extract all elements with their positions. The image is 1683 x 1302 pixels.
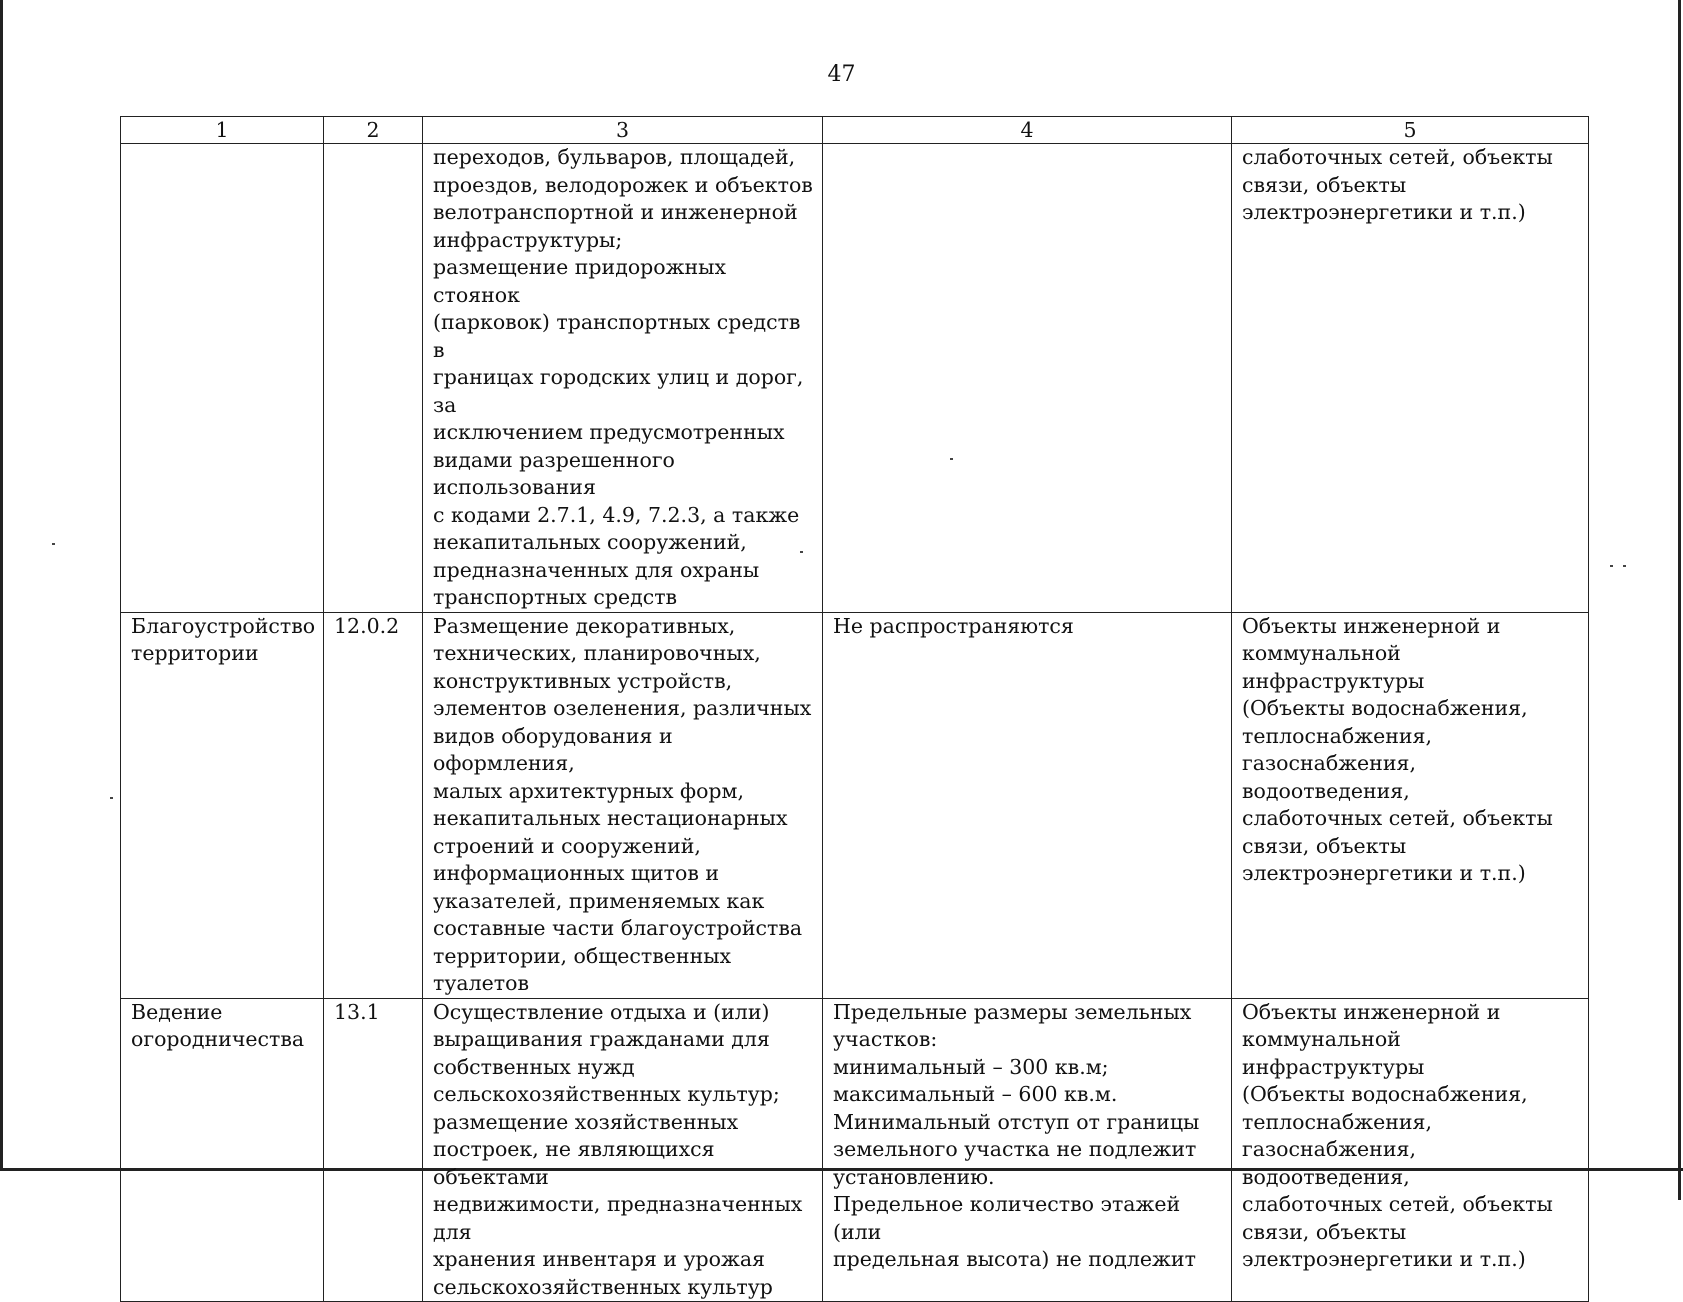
scan-speck [52, 543, 55, 545]
scan-speck [1623, 565, 1626, 567]
use-name-cell: Благоустройство территории [121, 612, 324, 998]
column-header-1: 1 [121, 117, 324, 144]
use-code-cell: 12.0.2 [324, 612, 423, 998]
parameters-cell: Не распространяются [823, 612, 1232, 998]
use-description-cell: Размещение декоративных, технических, планировочных, конструктивных устройств, элементов озеленения, различных видов оборудования и оформления, малых архитектурных форм, некапитальных нестационарных строений и сооружений, информационных щитов и указателей, применяемых как составные части благоустройства территории, общественных туалетов [423, 612, 823, 998]
page-number: 47 [827, 62, 856, 87]
column-header-4: 4 [823, 117, 1232, 144]
parameters-cell: Предельные размеры земельных участков: минимальный – 300 кв.м; максимальный – 600 кв.м. Минимальный отступ от границы земельного участка не подлежит установлению. Предельное количество этажей (или предельная высота) не подлежит [823, 998, 1232, 1302]
table-row [121, 144, 1589, 613]
auxiliary-objects-cell: слаботочных сетей, объекты связи, объекты электроэнергетики и т.п.) [1232, 144, 1589, 613]
use-code-cell: 13.1 [324, 998, 423, 1302]
page-border-right [1678, 0, 1681, 1200]
auxiliary-objects-cell: Объекты инженерной и коммунальной инфраструктуры (Объекты водоснабжения, теплоснабжения, газоснабжения, водоотведения, слаботочных сетей, объекты связи, объекты электроэнергетики и т.п.) [1232, 612, 1589, 998]
column-header-5: 5 [1232, 117, 1589, 144]
table-row [121, 612, 1589, 998]
scan-speck [800, 551, 803, 553]
use-code-cell [324, 144, 423, 613]
use-name-cell [121, 144, 324, 613]
scan-speck [110, 797, 113, 799]
use-description-cell: Осуществление отдыха и (или) выращивания гражданами для собственных нужд сельскохозяйственных культур; размещение хозяйственных построек, не являющихся объектами недвижимости, предназначенных для хранения инвентаря и урожая сельскохозяйственных культур [423, 998, 823, 1302]
use-description-cell: переходов, бульваров, площадей, проездов, велодорожек и объектов велотранспортной и инженерной инфраструктуры; размещение придорожных стоянок (парковок) транспортных средств в границах городских улиц и дорог, за исключением предусмотренных видами разрешенного использования с кодами 2.7.1, 4.9, 7.2.3, а также некапитальных сооружений, предназначенных для охраны транспортных средств [423, 144, 823, 613]
land-use-table [120, 116, 1589, 1302]
parameters-cell [823, 144, 1232, 613]
scan-speck [1610, 565, 1613, 567]
column-header-2: 2 [324, 117, 423, 144]
column-header-3: 3 [423, 117, 823, 144]
auxiliary-objects-cell: Объекты инженерной и коммунальной инфраструктуры (Объекты водоснабжения, теплоснабжения, газоснабжения, водоотведения, слаботочных сетей, объекты связи, объекты электроэнергетики и т.п.) [1232, 998, 1589, 1302]
table-row [121, 998, 1589, 1302]
use-name-cell: Ведение огородничества [121, 998, 324, 1302]
page-border-left [0, 0, 3, 1170]
table-header-row [121, 117, 1589, 144]
scan-speck [950, 458, 953, 460]
